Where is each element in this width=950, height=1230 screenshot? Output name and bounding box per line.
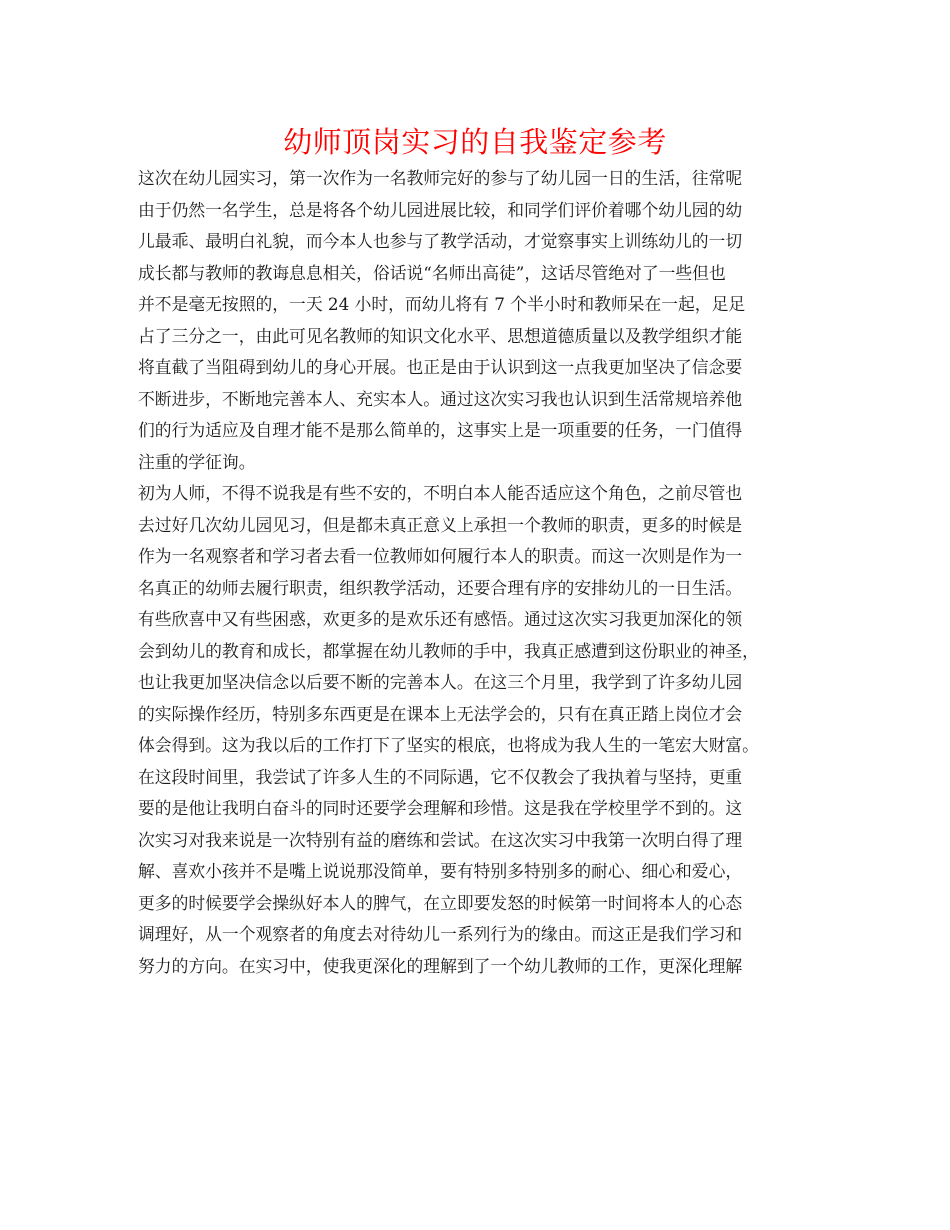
- body-text-line: 由于仍然一名学生，总是将各个幼儿园进展比较，和同学们评价着哪个幼儿园的幼: [138, 199, 743, 220]
- body-text-line: 调理好，从一个观察者的角度去对待幼儿一系列行为的缘由。而这正是我们学习和: [138, 924, 743, 944]
- body-text-line: 作为一名观察者和学习者去看一位教师如何履行本人的职责。而这一次则是作为一: [138, 546, 743, 566]
- body-text-line: 儿最乖、最明白礼貌，而今本人也参与了教学活动，才觉察事实上训练幼儿的一切: [138, 231, 743, 251]
- body-text-line: 努力的方向。在实习中，使我更深化的理解到了一个幼儿教师的工作，更深化理解: [138, 955, 743, 976]
- body-text-line: 次实习对我来说是一次特别有益的磨练和尝试。在这次实习中我第一次明白得了理: [138, 829, 743, 850]
- body-text-line: 会到幼儿的教育和成长，都掌握在幼儿教师的手中，我真正感遭到这份职业的神圣，: [138, 640, 759, 661]
- body-text-line: 并不是毫无按照的，一天 24 小时，而幼儿将有 7 个半小时和教师呆在一起，足足: [138, 294, 746, 314]
- body-text-line: 在这段时间里，我尝试了许多人生的不同际遇，它不仅教会了我执着与坚持，更重: [138, 766, 743, 787]
- body-text-line: 占了三分之一，由此可见名教师的知识文化水平、思想道德质量以及教学组织才能: [138, 325, 743, 346]
- body-text-line: 不断进步，不断地完善本人、充实本人。通过这次实习我也认识到生活常规培养他: [138, 388, 743, 409]
- body-text-line: 也让我更加坚决信念以后要不断的完善本人。在这三个月里，我学到了许多幼儿园: [138, 672, 743, 692]
- body-text-line: 去过好几次幼儿园见习，但是都未真正意义上承担一个教师的职责，更多的时候是: [138, 514, 743, 535]
- body-text-line: 名真正的幼师去履行职责，组织教学活动，还要合理有序的安排幼儿的一日生活。: [138, 577, 743, 598]
- body-text-line: 更多的时候要学会操纵好本人的脾气，在立即要发怒的时候第一时间将本人的心态: [138, 892, 743, 913]
- body-text-line: 这次在幼儿园实习，第一次作为一名教师完好的参与了幼儿园一日的生活，往常呢: [138, 168, 743, 188]
- body-text-line: 初为人师，不得不说我是有些不安的，不明白本人能否适应这个角色，之前尽管也: [138, 483, 743, 503]
- body-text-line: 们的行为适应及自理才能不是那么简单的，这事实上是一项重要的任务，一门值得: [138, 420, 743, 440]
- body-text-line: 要的是他让我明白奋斗的同时还要学会理解和珍惜。这是我在学校里学不到的。这: [138, 798, 743, 818]
- document-body: [138, 163, 816, 982]
- body-text-line: 将直截了当阻碍到幼儿的身心开展。也正是由于认识到这一点我更加坚决了信念要: [138, 357, 743, 377]
- body-text-line: 体会得到。这为我以后的工作打下了坚实的根底，也将成为我人生的一笔宏大财富。: [138, 735, 759, 755]
- body-text-line: 成长都与教师的教诲息息相关，俗话说“名师出高徒”，这话尽管绝对了一些但也: [138, 262, 726, 283]
- body-text-line: 有些欣喜中又有些困惑，欢更多的是欢乐还有感悟。通过这次实习我更加深化的领: [138, 609, 743, 629]
- body-text-line: 的实际操作经历，特别多东西更是在课本上无法学会的，只有在真正踏上岗位才会: [138, 703, 743, 724]
- document-title: 幼师顶岗实习的自我鉴定参考: [283, 125, 667, 159]
- body-text-line: 注重的学征询。: [138, 451, 256, 472]
- body-text-line: 解、喜欢小孩并不是嘴上说说那没简单，要有特别多特别多的耐心、细心和爱心，: [138, 861, 743, 881]
